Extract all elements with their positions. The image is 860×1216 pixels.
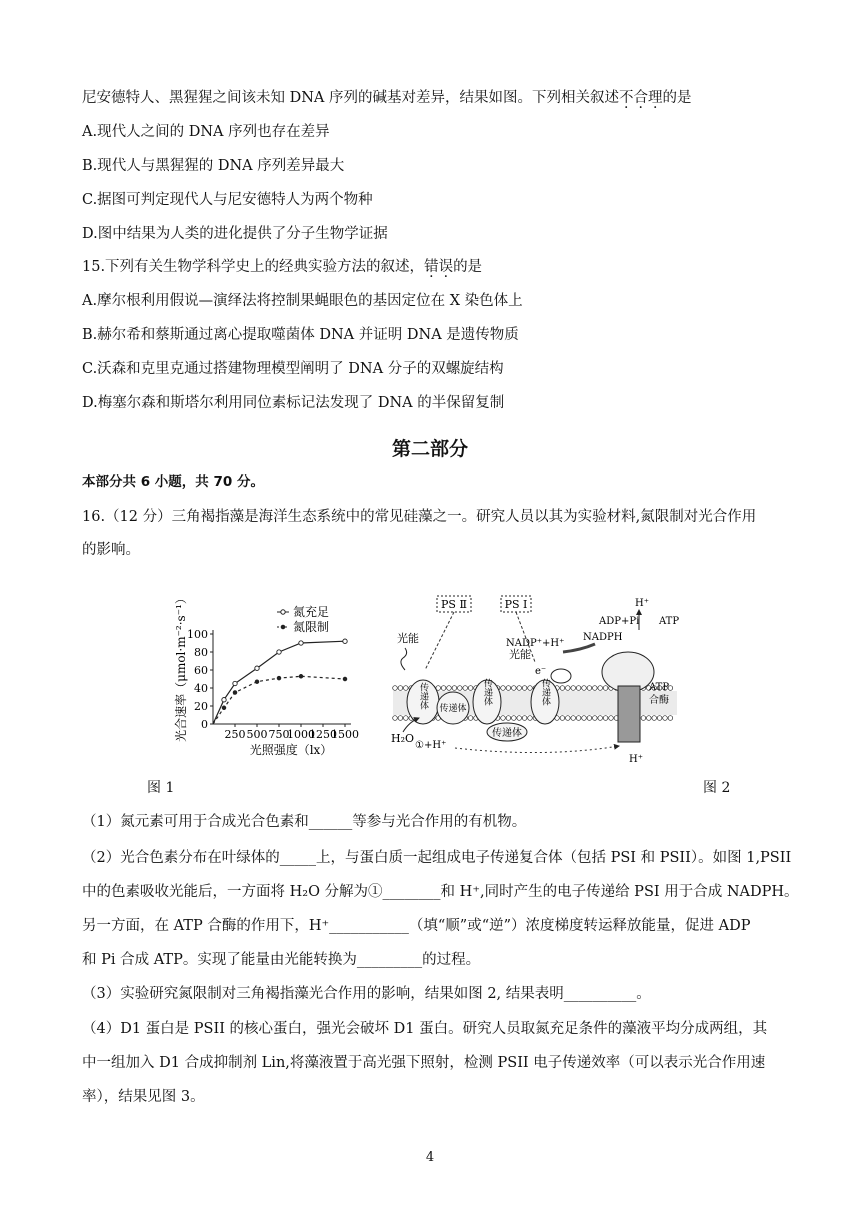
nadp-label: NADP⁺+H⁺ — [506, 638, 565, 649]
membrane-lipid-head — [404, 716, 409, 721]
q16-part2-line3: 另一方面，在 ATP 合酶的作用下，H⁺___________（填“顺”或“逆”）浓度梯度转运释放能量，促进 ADP — [82, 918, 751, 934]
membrane-lipid-head — [657, 716, 662, 721]
q14-option-a: A.现代人之间的 DNA 序列也存在差异 — [82, 124, 330, 140]
membrane-lipid-head — [501, 716, 506, 721]
membrane-lipid-head — [560, 716, 565, 721]
membrane-lipid-head — [609, 716, 614, 721]
light-label-2: 光能 — [509, 648, 531, 661]
part-title: 第二部分 — [391, 438, 468, 460]
membrane-lipid-head — [603, 686, 608, 691]
q16-part3: （3）实验研究氮限制对三角褐指藻光合作用的影响，结果如图 2, 结果表明__________。 — [82, 986, 651, 1002]
pc-carrier-text: 传递体 — [482, 678, 492, 706]
x-tick-label: 250 — [224, 728, 246, 741]
membrane-lipid-head — [593, 716, 598, 721]
light-label-1: 光能 — [397, 632, 419, 645]
membrane-lipid-head — [522, 686, 527, 691]
membrane-lipid-head — [582, 686, 587, 691]
membrane-lipid-head — [441, 686, 446, 691]
membrane-lipid-head — [576, 686, 581, 691]
part-intro: 本部分共 6 小题，共 70 分。 — [82, 474, 264, 490]
figure-1-chart — [165, 582, 375, 762]
membrane-lipid-head — [458, 686, 463, 691]
y-tick-label: 100 — [187, 628, 208, 641]
y-tick-label: 60 — [194, 664, 208, 677]
data-point — [233, 691, 237, 695]
hplus-bottom-label: H⁺ — [629, 754, 643, 765]
circle1-label: ①+H⁺ — [415, 740, 447, 751]
fd-carrier — [551, 669, 571, 683]
bottom-carrier-label: 传递体 — [492, 728, 522, 739]
membrane-lipid-head — [593, 686, 598, 691]
legend-label: 氮充足 — [293, 605, 330, 619]
q14-option-d: D.图中结果为人类的进化提供了分子生物学证据 — [82, 226, 388, 242]
membrane-lipid-head — [528, 716, 533, 721]
data-point — [343, 677, 347, 681]
atp-label: ATP — [659, 616, 680, 627]
membrane-lipid-head — [528, 686, 533, 691]
figure-1-label: 图 1 — [147, 780, 175, 796]
membrane-lipid-head — [663, 716, 668, 721]
data-point — [222, 706, 226, 710]
membrane-lipid-head — [560, 686, 565, 691]
q16-part4-line2: 中一组加入 D1 合成抑制剂 Lin,将藻液置于高光强下照射，检测 PSII 电子传递效率（可以表示光合作用速 — [82, 1055, 766, 1071]
data-point — [222, 698, 226, 702]
y-tick-label: 40 — [194, 682, 208, 695]
membrane-lipid-head — [598, 686, 603, 691]
membrane-lipid-head — [393, 686, 398, 691]
legend-label: 氮限制 — [293, 620, 330, 634]
membrane-lipid-head — [512, 686, 517, 691]
data-point — [233, 681, 237, 685]
data-point — [299, 675, 303, 679]
q14-option-b: B.现代人与黑猩猩的 DNA 序列差异最大 — [82, 158, 345, 174]
q16-part2-line4: 和 Pi 合成 ATP。实现了能量由光能转换为_________的过程。 — [82, 952, 481, 968]
atp-synthase-label-2: 合酶 — [649, 695, 669, 706]
membrane-lipid-head — [512, 716, 517, 721]
nadph-arrow — [563, 644, 595, 652]
membrane-lipid-head — [566, 686, 571, 691]
x-tick-label: 1500 — [331, 728, 359, 741]
membrane-lipid-head — [501, 686, 506, 691]
membrane-lipid-head — [522, 716, 527, 721]
ps1-carrier-text: 传递体 — [540, 678, 550, 706]
legend-marker — [281, 610, 285, 614]
hplus-top-label: H⁺ — [635, 598, 649, 609]
membrane-lipid-head — [641, 716, 646, 721]
figure-2-diagram — [385, 590, 695, 775]
data-point — [299, 641, 303, 645]
membrane-lipid-head — [398, 716, 403, 721]
x-tick-label: 1000 — [287, 728, 315, 741]
membrane-lipid-head — [587, 716, 592, 721]
q15-option-c: C.沃森和克里克通过搭建物理模型阐明了 DNA 分子的双螺旋结构 — [82, 361, 504, 377]
y-tick-label: 20 — [194, 700, 208, 713]
ps2-pointer — [425, 612, 454, 670]
membrane-lipid-head — [393, 716, 398, 721]
page-number: 4 — [425, 1150, 435, 1165]
atp-synthase-label-1: ATP — [649, 682, 670, 693]
membrane-lipid-head — [571, 686, 576, 691]
membrane-lipid-head — [603, 716, 608, 721]
q15-stem: 15.下列有关生物学科学史上的经典实验方法的叙述，错误的是 — [82, 259, 483, 275]
membrane-lipid-head — [404, 686, 409, 691]
electron-label: e⁻ — [535, 666, 547, 677]
q16-stem-line1: 16.（12 分）三角褐指藻是海洋生态系统中的常见硅藻之一。研究人员以其为实验材料,氮限制对光合作用 — [82, 509, 757, 525]
q15-option-d: D.梅塞尔森和斯塔尔利用同位素标记法发现了 DNA 的半保留复制 — [82, 395, 505, 411]
membrane-lipid-head — [647, 716, 652, 721]
q16-stem-line2: 的影响。 — [82, 542, 140, 558]
light-arrow-1 — [401, 648, 407, 670]
q15-option-a: A.摩尔根利用假说—演绎法将控制果蝇眼色的基因定位在 X 染色体上 — [82, 293, 523, 309]
y-tick-label: 0 — [201, 718, 208, 731]
legend-marker — [281, 625, 285, 629]
membrane-lipid-head — [506, 716, 511, 721]
data-point — [255, 680, 259, 684]
membrane-lipid-head — [398, 686, 403, 691]
membrane-lipid-head — [652, 716, 657, 721]
data-point — [343, 639, 347, 643]
membrane-lipid-head — [587, 686, 592, 691]
q16-part2-line2: 中的色素吸收光能后，一方面将 H₂O 分解为①________和 H⁺,同时产生的电子传递给 PSI 用于合成 NADPH。 — [82, 884, 799, 900]
data-point — [277, 676, 281, 680]
x-axis-label: 光照强度（lx） — [249, 743, 333, 757]
y-tick-label: 80 — [194, 646, 208, 659]
cyt-carrier-text: 传递体 — [439, 704, 467, 714]
y-axis-label: 光合速率（μmol·m⁻²·s⁻¹） — [174, 592, 188, 742]
x-tick-label: 750 — [268, 728, 290, 741]
membrane-lipid-head — [468, 686, 473, 691]
x-tick-label: 500 — [246, 728, 268, 741]
q16-part1: （1）氮元素可用于合成光合色素和______等参与光合作用的有机物。 — [82, 814, 527, 830]
figure-2-label: 图 2 — [703, 780, 731, 796]
membrane-lipid-head — [463, 686, 468, 691]
membrane-lipid-head — [582, 716, 587, 721]
membrane-lipid-head — [517, 686, 522, 691]
ps2-carrier-text: 传递体 — [418, 682, 428, 710]
ps1-label: PS Ⅰ — [504, 598, 528, 611]
membrane-lipid-head — [452, 686, 457, 691]
q16-part4-line1: （4）D1 蛋白是 PSII 的核心蛋白，强光会破坏 D1 蛋白。研究人员取氮充足条件的藻液平均分成两组，其 — [82, 1021, 768, 1037]
membrane-lipid-head — [598, 716, 603, 721]
membrane-lipid-head — [566, 716, 571, 721]
membrane-lipid-head — [576, 716, 581, 721]
q16-part4-line3: 率），结果见图 3。 — [82, 1089, 205, 1105]
data-point — [277, 650, 281, 654]
membrane-lipid-head — [668, 716, 673, 721]
nadph-label: NADPH — [583, 632, 623, 643]
q14-option-c: C.据图可判定现代人与尼安德特人为两个物种 — [82, 192, 373, 208]
membrane-lipid-head — [468, 716, 473, 721]
q15-option-b: B.赫尔希和蔡斯通过离心提取噬菌体 DNA 并证明 DNA 是遗传物质 — [82, 327, 519, 343]
q14-stem: 尼安德特人、黑猩猩之间该未知 DNA 序列的碱基对差异，结果如图。下列相关叙述不合理的是 — [82, 90, 692, 106]
membrane-lipid-head — [517, 716, 522, 721]
adp-label: ADP+Pi — [599, 616, 640, 627]
x-tick-label: 1250 — [309, 728, 337, 741]
proton-path — [455, 746, 619, 753]
atp-synthase-stalk — [618, 686, 640, 742]
membrane-lipid-head — [506, 686, 511, 691]
q16-part2-line1: （2）光合色素分布在叶绿体的_____上，与蛋白质一起组成电子传递复合体（包括 PSI 和 PSII）。如图 1,PSII — [82, 850, 792, 866]
h2o-label: H₂O — [391, 732, 415, 745]
ps2-label: PS Ⅱ — [441, 598, 467, 611]
membrane-lipid-head — [571, 716, 576, 721]
membrane-lipid-head — [447, 686, 452, 691]
data-point — [255, 666, 259, 670]
